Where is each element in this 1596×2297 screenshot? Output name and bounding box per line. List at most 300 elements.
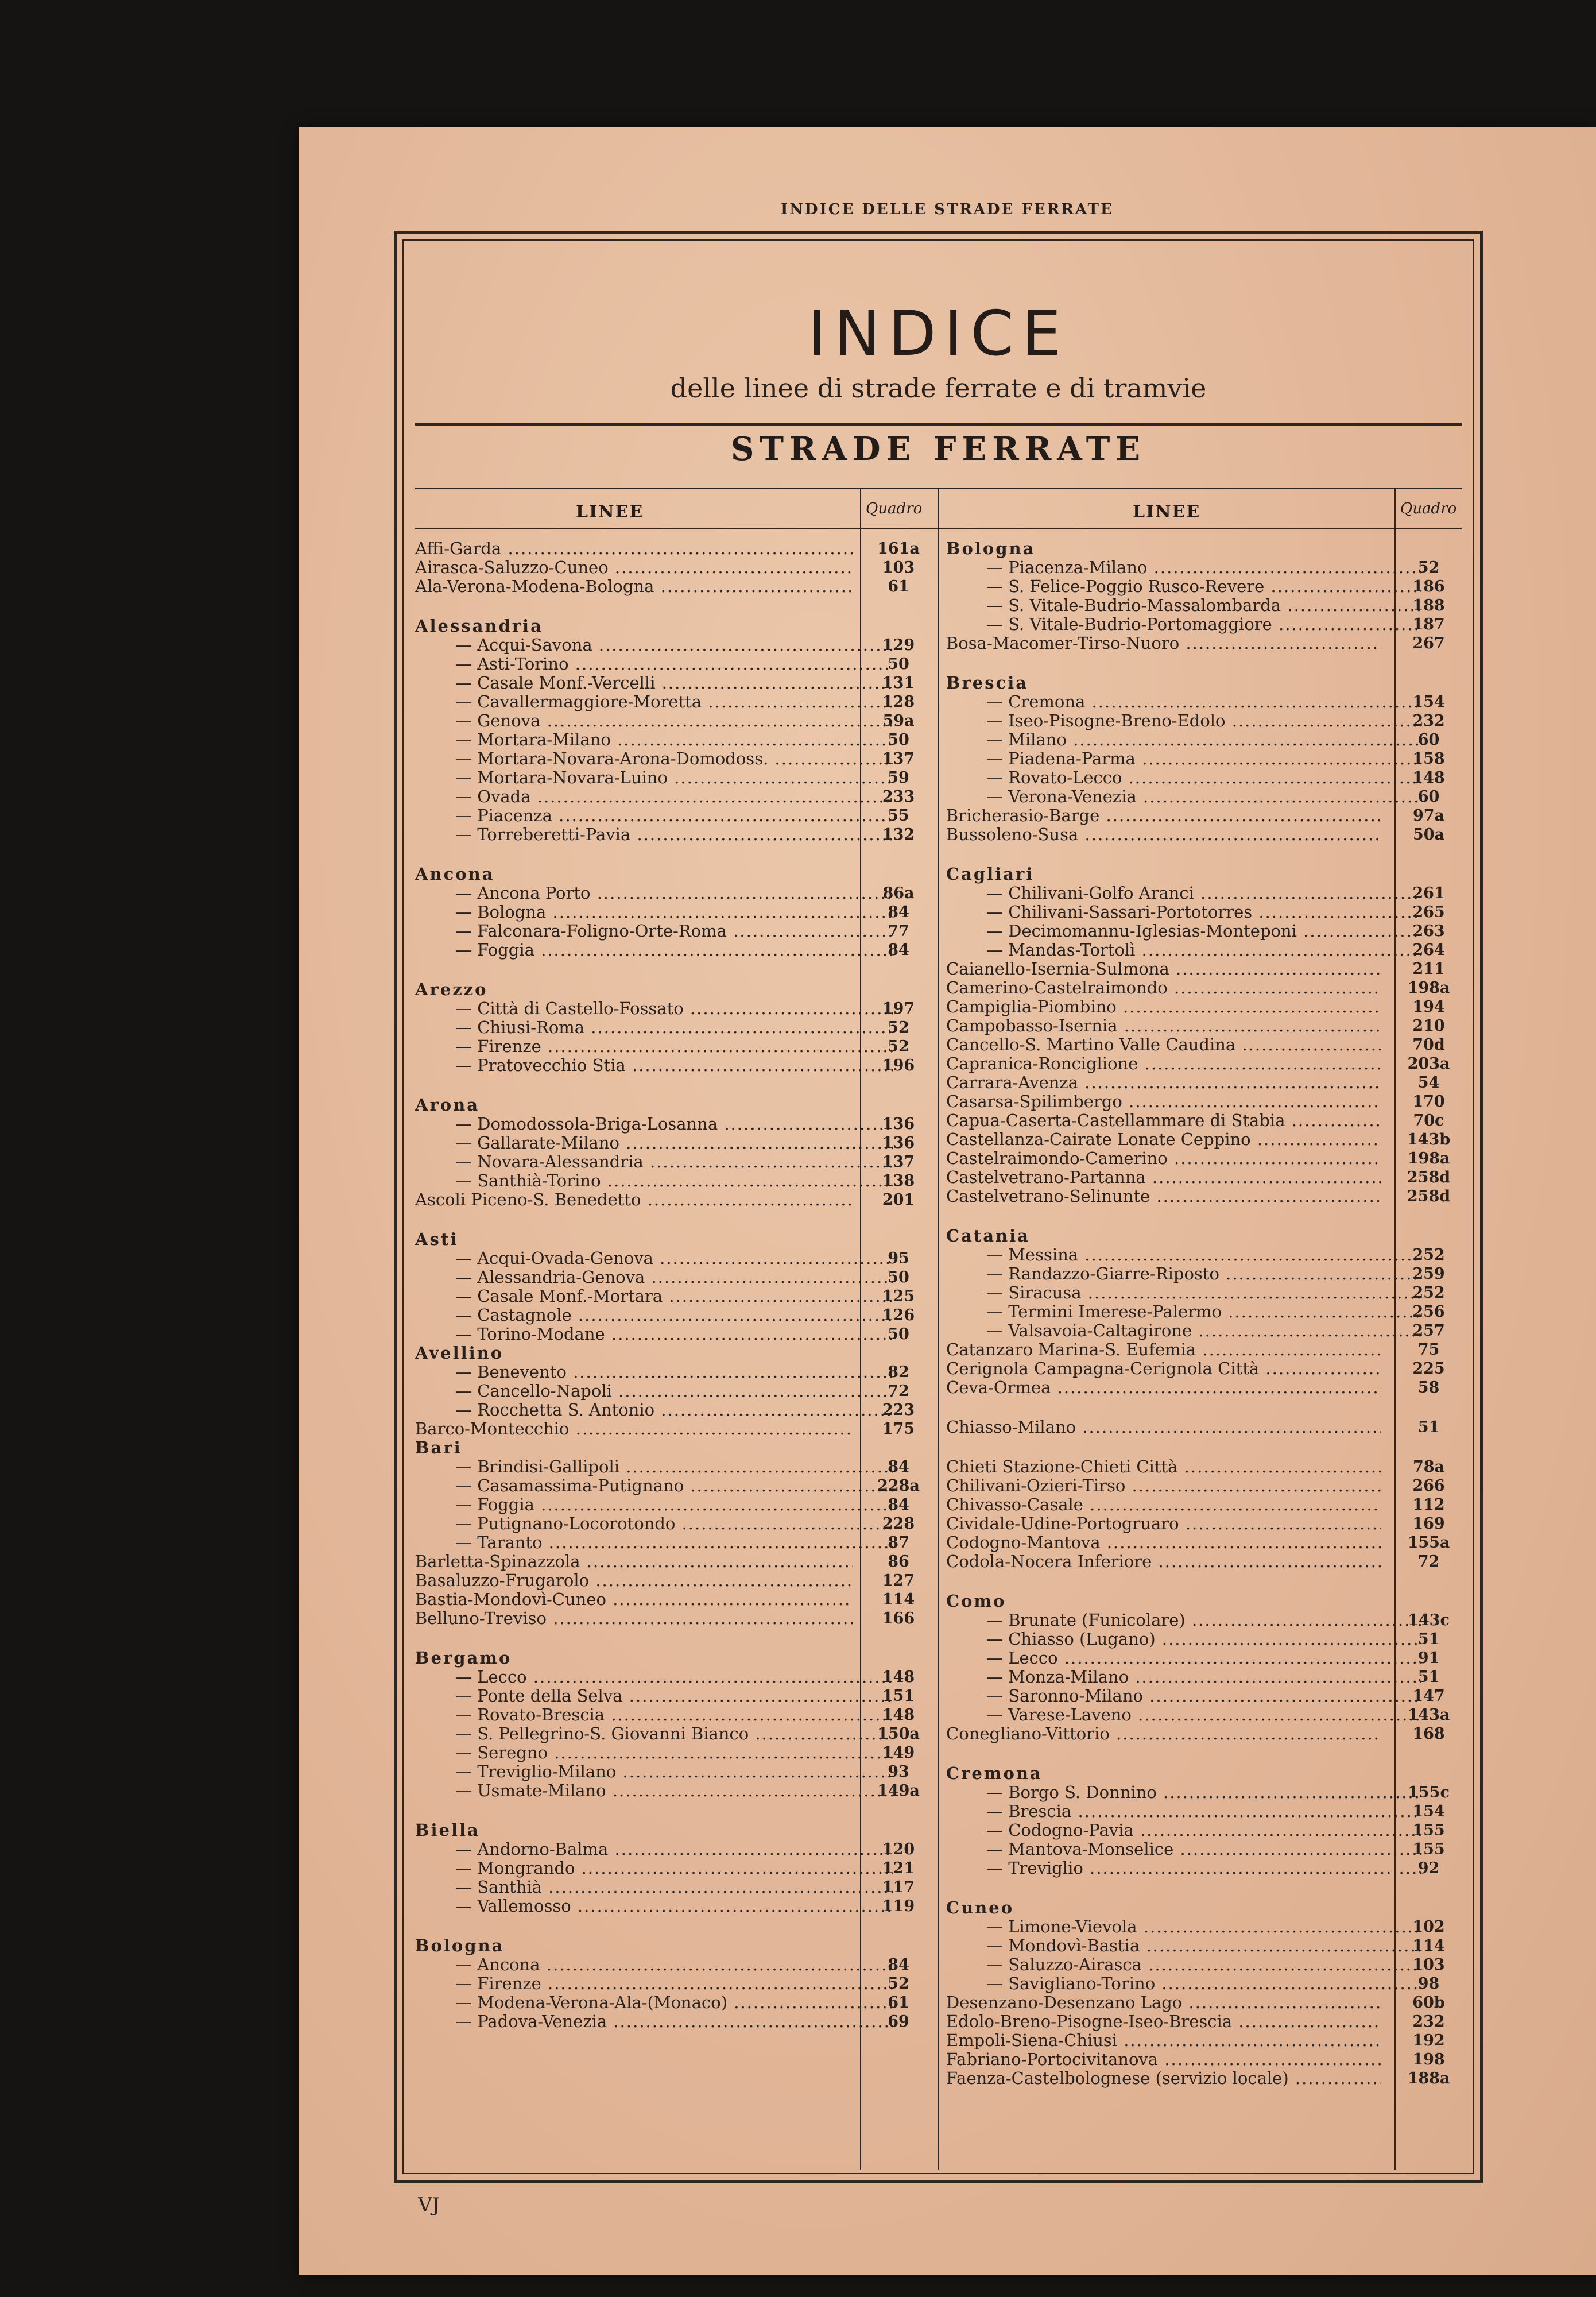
- index-entry: [946, 941, 1469, 960]
- index-entry: [946, 1378, 1469, 1397]
- line-name: Chieti Stazione-Chieti Città .....: [946, 1457, 1381, 1476]
- index-group-heading: [415, 1821, 943, 1840]
- quadro-number: 51: [1417, 1630, 1440, 1648]
- line-name: — Torreberetti-Pavia .....: [415, 825, 893, 844]
- group-name: Avellino: [415, 1344, 504, 1363]
- spacer: [946, 1878, 1469, 1898]
- quadro-number: 121: [882, 1859, 915, 1877]
- quadro-number: 72: [1417, 1553, 1440, 1571]
- quadro-number: 132: [882, 826, 915, 844]
- index-entry: [946, 577, 1469, 596]
- index-entry: [946, 787, 1469, 806]
- index-entry: [415, 1993, 943, 2012]
- quadro-number: 82: [888, 1363, 909, 1381]
- index-group-heading: [946, 674, 1469, 693]
- index-entry: [946, 1283, 1469, 1302]
- index-group-heading: [415, 617, 943, 636]
- quadro-number: 148: [882, 1668, 915, 1686]
- group-name: Cuneo: [946, 1898, 1014, 1917]
- quadro-number: 188: [1412, 597, 1445, 614]
- index-entry: [415, 1724, 943, 1743]
- index-entry: [415, 1420, 943, 1438]
- index-entry: [415, 577, 943, 596]
- line-name: Affi-Garda .....: [415, 539, 853, 558]
- index-group-heading: [415, 1096, 943, 1115]
- line-name: — Siracusa .....: [946, 1283, 1421, 1302]
- line-name: Caianello-Isernia-Sulmona .....: [946, 960, 1381, 979]
- quadro-number: 263: [1412, 922, 1445, 940]
- line-name: — Mandas-Tortolì .....: [946, 941, 1421, 960]
- quadro-number: 211: [1412, 960, 1445, 978]
- line-name: — Benevento .....: [415, 1363, 893, 1382]
- line-name: — Bologna .....: [415, 903, 893, 922]
- quadro-number: 93: [888, 1763, 909, 1781]
- index-entry: [946, 711, 1469, 730]
- line-name: — Putignano-Locorotondo .....: [415, 1514, 893, 1533]
- index-group-heading: [946, 1898, 1469, 1917]
- group-name: Arezzo: [415, 980, 488, 999]
- index-entry: [415, 711, 943, 730]
- index-entry: [415, 1325, 943, 1344]
- line-name: — Borgo S. Donnino .....: [946, 1783, 1421, 1802]
- right-column-header: LINEE: [1133, 502, 1201, 522]
- line-name: — Alessandria-Genova .....: [415, 1268, 893, 1287]
- index-entry: [415, 1457, 943, 1476]
- index-entry: [946, 1111, 1469, 1130]
- spacer: [415, 1628, 943, 1649]
- quadro-number: 257: [1412, 1322, 1445, 1340]
- line-name: — Santhià .....: [415, 1878, 893, 1897]
- quadro-number: 91: [1417, 1649, 1440, 1667]
- right-quadro-header: Quadro: [1400, 500, 1457, 517]
- line-name: — Decimomannu-Iglesias-Monteponi .....: [946, 922, 1421, 941]
- quadro-number: 148: [1412, 769, 1445, 787]
- quadro-number: 60: [1417, 788, 1440, 806]
- line-name: — Taranto .....: [415, 1533, 893, 1552]
- index-group-heading: [946, 1592, 1469, 1611]
- line-name: Bussoleno-Susa .....: [946, 825, 1381, 844]
- line-name: — Acqui-Ovada-Genova .....: [415, 1249, 893, 1268]
- quadro-number: 51: [1417, 1418, 1440, 1436]
- line-name: — Mortara-Novara-Arona-Domodoss. .....: [415, 749, 893, 768]
- quadro-number: 194: [1412, 998, 1445, 1016]
- group-name: Brescia: [946, 674, 1029, 693]
- quadro-number: 60b: [1412, 1994, 1445, 2012]
- index-group-heading: [946, 1227, 1469, 1246]
- index-group-heading: [415, 1649, 943, 1668]
- quadro-number: 261: [1412, 884, 1445, 902]
- spacer: [415, 1916, 943, 1936]
- line-name: Castelraimondo-Camerino .....: [946, 1149, 1381, 1168]
- quadro-number: 225: [1412, 1360, 1445, 1378]
- index-entry: [415, 768, 943, 787]
- line-name: — Mortara-Milano .....: [415, 730, 893, 749]
- group-name: Bari: [415, 1438, 462, 1457]
- group-name: Cremona: [946, 1764, 1043, 1783]
- index-entry: [415, 1056, 943, 1075]
- line-name: — Savigliano-Torino .....: [946, 1974, 1421, 1993]
- index-entry: [415, 1955, 943, 1974]
- quadro-number: 201: [882, 1191, 915, 1209]
- index-entry: [946, 903, 1469, 922]
- line-name: — Saluzzo-Airasca .....: [946, 1955, 1421, 1974]
- line-name: — Saronno-Milano .....: [946, 1687, 1421, 1706]
- quadro-number: 149: [882, 1744, 915, 1762]
- index-entry: [415, 1552, 943, 1571]
- index-entry: [415, 539, 943, 558]
- line-name: — Città di Castello-Fossato .....: [415, 999, 893, 1018]
- quadro-number: 102: [1412, 1918, 1445, 1936]
- index-entry: [415, 1706, 943, 1724]
- quadro-number: 120: [882, 1840, 915, 1858]
- line-name: — Brunate (Funicolare) .....: [946, 1611, 1421, 1630]
- quadro-number: 265: [1412, 903, 1445, 921]
- quadro-number: 155: [1412, 1822, 1445, 1839]
- quadro-number: 137: [882, 1153, 915, 1171]
- quadro-number: 60: [1417, 731, 1440, 749]
- quadro-number: 126: [882, 1306, 915, 1324]
- line-name: — Milano .....: [946, 730, 1421, 749]
- line-name: — S. Felice-Poggio Rusco-Revere .....: [946, 577, 1421, 596]
- index-entry: [415, 1115, 943, 1134]
- line-name: Camerino-Castelraimondo .....: [946, 979, 1381, 997]
- index-entry: [946, 1457, 1469, 1476]
- line-name: Chilivani-Ozieri-Tirso .....: [946, 1476, 1381, 1495]
- index-group-heading: [946, 1764, 1469, 1783]
- line-name: — Casale Monf.-Vercelli .....: [415, 674, 893, 693]
- quadro-number: 258d: [1407, 1188, 1451, 1205]
- index-group-heading: [415, 1936, 943, 1955]
- line-name: — Valsavoia-Caltagirone .....: [946, 1321, 1421, 1340]
- line-name: Codogno-Mantova .....: [946, 1533, 1381, 1552]
- line-name: — Casamassima-Putignano .....: [415, 1476, 893, 1495]
- index-entry: [946, 922, 1469, 941]
- quadro-number: 114: [1412, 1937, 1445, 1955]
- quadro-number: 136: [882, 1115, 915, 1133]
- quadro-number: 155: [1412, 1840, 1445, 1858]
- index-entry: [946, 1302, 1469, 1321]
- index-entry: [946, 1974, 1469, 1993]
- group-name: Cagliari: [946, 865, 1035, 884]
- spacer: [415, 1075, 943, 1096]
- line-name: — Randazzo-Giarre-Riposto .....: [946, 1264, 1421, 1283]
- index-entry: [415, 884, 943, 903]
- index-entry: [946, 806, 1469, 825]
- index-group-heading: [415, 1230, 943, 1249]
- book-page: [299, 127, 1596, 2275]
- quadro-number: 210: [1412, 1017, 1445, 1035]
- index-entry: [946, 2012, 1469, 2031]
- index-entry: [415, 1878, 943, 1897]
- line-name: — Chilivani-Golfo Aranci .....: [946, 884, 1421, 903]
- line-name: Bricherasio-Barge .....: [946, 806, 1381, 825]
- index-entry: [415, 1514, 943, 1533]
- line-name: Empoli-Siena-Chiusi .....: [946, 2031, 1381, 2050]
- line-name: Carrara-Avenza .....: [946, 1073, 1381, 1092]
- line-name: — Piadena-Parma .....: [946, 749, 1421, 768]
- quadro-number: 149a: [877, 1782, 920, 1800]
- index-group-heading: [415, 865, 943, 884]
- index-entry: [415, 636, 943, 655]
- index-group-heading: [946, 539, 1469, 558]
- index-entry: [415, 1687, 943, 1706]
- index-entry: [946, 2069, 1469, 2088]
- line-name: — S. Vitale-Budrio-Portomaggiore .....: [946, 615, 1421, 634]
- left-index-column: [415, 539, 943, 2031]
- quadro-number: 158: [1412, 750, 1445, 768]
- quadro-number: 198a: [1407, 1150, 1450, 1167]
- group-name: Bergamo: [415, 1649, 512, 1668]
- index-entry: [415, 1781, 943, 1800]
- spacer: [415, 844, 943, 865]
- line-name: Desenzano-Desenzano Lago .....: [946, 1993, 1381, 2012]
- index-entry: [415, 1287, 943, 1306]
- line-name: — Brindisi-Gallipoli .....: [415, 1457, 893, 1476]
- line-name: — Cavallermaggiore-Moretta .....: [415, 693, 893, 711]
- quadro-number: 264: [1412, 941, 1445, 959]
- quadro-number: 259: [1412, 1265, 1445, 1283]
- quadro-number: 84: [888, 941, 909, 959]
- quadro-number: 252: [1412, 1246, 1445, 1264]
- quadro-number: 59: [888, 769, 909, 787]
- index-group-heading: [946, 865, 1469, 884]
- line-name: Ceva-Ormea .....: [946, 1378, 1381, 1397]
- index-entry: [946, 1630, 1469, 1649]
- line-name: Airasca-Saluzzo-Cuneo .....: [415, 558, 853, 577]
- quadro-number: 119: [882, 1897, 915, 1915]
- line-name: — Falconara-Foligno-Orte-Roma .....: [415, 922, 893, 941]
- spacer: [415, 596, 943, 617]
- quadro-number: 50: [888, 731, 909, 749]
- index-entry: [946, 1955, 1469, 1974]
- line-name: — Chiusi-Roma .....: [415, 1018, 893, 1037]
- line-name: — Codogno-Pavia .....: [946, 1821, 1421, 1840]
- line-name: — Varese-Laveno .....: [946, 1706, 1421, 1724]
- index-entry: [415, 1018, 943, 1037]
- index-entry: [946, 1840, 1469, 1859]
- quadro-number: 198: [1412, 2051, 1445, 2068]
- quadro-number: 232: [1412, 2013, 1445, 2031]
- quadro-number: 112: [1412, 1496, 1445, 1514]
- index-entry: [415, 903, 943, 922]
- quadro-number: 188a: [1407, 2070, 1450, 2087]
- line-name: Conegliano-Vittorio .....: [946, 1724, 1381, 1743]
- line-name: Barco-Montecchio .....: [415, 1420, 853, 1438]
- quadro-number: 143b: [1407, 1131, 1451, 1148]
- line-name: — Cancello-Napoli .....: [415, 1382, 893, 1401]
- index-entry: [415, 1249, 943, 1268]
- quadro-number: 138: [882, 1172, 915, 1190]
- line-name: Catanzaro Marina-S. Eufemia .....: [946, 1340, 1381, 1359]
- index-entry: [946, 1687, 1469, 1706]
- index-entry: [946, 634, 1469, 653]
- index-entry: [415, 1840, 943, 1859]
- quadro-number: 203a: [1407, 1055, 1450, 1073]
- group-name: Catania: [946, 1227, 1030, 1246]
- index-entry: [946, 693, 1469, 711]
- line-name: — Rovato-Brescia .....: [415, 1706, 893, 1724]
- quadro-number: 154: [1412, 1803, 1445, 1820]
- index-entry: [946, 1092, 1469, 1111]
- index-entry: [415, 1533, 943, 1552]
- line-name: Chivasso-Casale .....: [946, 1495, 1381, 1514]
- line-name: — Modena-Verona-Ala-(Monaco) .....: [415, 1993, 893, 2012]
- quadro-number: 52: [888, 1975, 909, 1993]
- index-entry: [415, 674, 943, 693]
- quadro-number: 87: [888, 1534, 909, 1552]
- line-name: — Mondovì-Bastia .....: [946, 1936, 1421, 1955]
- quadro-number: 198a: [1407, 979, 1450, 997]
- group-name: Biella: [415, 1821, 480, 1840]
- spacer: [415, 1800, 943, 1821]
- page-subtitle: delle linee di strade ferrate e di tramvie: [670, 373, 1207, 404]
- quadro-number: 84: [888, 1458, 909, 1476]
- index-entry: [415, 1609, 943, 1628]
- spacer: [946, 1397, 1469, 1418]
- index-entry: [946, 1264, 1469, 1283]
- quadro-number: 155c: [1408, 1784, 1450, 1801]
- spacer: [946, 653, 1469, 674]
- line-name: Fabriano-Portocivitanova .....: [946, 2050, 1381, 2069]
- quadro-number: 97a: [1412, 807, 1445, 825]
- quadro-number: 70d: [1412, 1036, 1445, 1054]
- quadro-number: 86a: [882, 884, 915, 902]
- line-name: Cancello-S. Martino Valle Caudina .....: [946, 1035, 1381, 1054]
- index-entry: [946, 730, 1469, 749]
- quadro-number: 169: [1412, 1515, 1445, 1533]
- line-name: — Usmate-Milano .....: [415, 1781, 893, 1800]
- line-name: — Treviglio-Milano .....: [415, 1762, 893, 1781]
- quadro-number: 84: [888, 1956, 909, 1974]
- index-entry: [946, 2031, 1469, 2050]
- line-name: Cerignola Campagna-Cerignola Città .....: [946, 1359, 1381, 1378]
- line-name: — Termini Imerese-Palermo .....: [946, 1302, 1421, 1321]
- quadro-number: 69: [888, 2013, 909, 2031]
- quadro-number: 147: [1412, 1687, 1445, 1705]
- quadro-number: 154: [1412, 693, 1445, 711]
- quadro-number: 86: [888, 1553, 909, 1571]
- quadro-number: 223: [882, 1401, 915, 1419]
- quadro-number: 125: [882, 1287, 915, 1305]
- index-entry: [415, 1401, 943, 1420]
- spacer: [946, 844, 1469, 865]
- line-name: — Chilivani-Sassari-Portotorres .....: [946, 903, 1421, 922]
- quadro-number: 58: [1417, 1379, 1440, 1397]
- line-name: Bosa-Macomer-Tirso-Nuoro .....: [946, 634, 1381, 653]
- line-name: — Firenze .....: [415, 1037, 893, 1056]
- quadro-number: 61: [888, 1994, 909, 2012]
- quadro-number: 55: [888, 807, 909, 825]
- line-name: — Asti-Torino .....: [415, 655, 893, 674]
- index-entry: [946, 1649, 1469, 1668]
- index-entry: [946, 1917, 1469, 1936]
- line-name: Ascoli Piceno-S. Benedetto .....: [415, 1190, 853, 1209]
- index-entry: [415, 749, 943, 768]
- quadro-number: 128: [882, 693, 915, 711]
- quadro-number: 168: [1412, 1725, 1445, 1743]
- quadro-number: 155a: [1407, 1534, 1450, 1552]
- quadro-number: 137: [882, 750, 915, 768]
- line-name: — Ovada .....: [415, 787, 893, 806]
- index-entry: [415, 1134, 943, 1153]
- quadro-number: 50: [888, 1269, 909, 1286]
- quadro-number: 50: [888, 655, 909, 673]
- line-name: — Foggia .....: [415, 1495, 893, 1514]
- line-name: Cividale-Udine-Portogruaro .....: [946, 1514, 1381, 1533]
- line-name: — Seregno .....: [415, 1743, 893, 1762]
- line-name: — Foggia .....: [415, 941, 893, 960]
- index-entry: [946, 1859, 1469, 1878]
- index-entry: [415, 1363, 943, 1382]
- index-entry: [946, 1993, 1469, 2012]
- line-name: — Rovato-Lecco .....: [946, 768, 1421, 787]
- index-entry: [946, 1552, 1469, 1571]
- left-quadro-header: Quadro: [866, 500, 923, 517]
- line-name: — S. Pellegrino-S. Giovanni Bianco .....: [415, 1724, 893, 1743]
- quadro-number: 258d: [1407, 1169, 1451, 1186]
- index-entry: [946, 1706, 1469, 1724]
- line-name: Casarsa-Spilimbergo .....: [946, 1092, 1381, 1111]
- index-entry: [946, 1821, 1469, 1840]
- index-entry: [946, 749, 1469, 768]
- index-frame: [394, 231, 1483, 2183]
- line-name: — Messina .....: [946, 1246, 1421, 1264]
- index-group-heading: [415, 1438, 943, 1457]
- index-entry: [946, 1340, 1469, 1359]
- index-group-heading: [415, 1344, 943, 1363]
- index-entry: [415, 1268, 943, 1287]
- spacer: [415, 1209, 943, 1230]
- line-name: — Domodossola-Briga-Losanna .....: [415, 1115, 893, 1134]
- quadro-number: 114: [882, 1591, 915, 1608]
- quadro-number: 143a: [1407, 1706, 1450, 1724]
- line-name: — Genova .....: [415, 711, 893, 730]
- index-entry: [946, 1016, 1469, 1035]
- quadro-number: 92: [1417, 1859, 1440, 1877]
- index-entry: [946, 1611, 1469, 1630]
- quadro-number: 175: [882, 1420, 915, 1438]
- index-entry: [946, 1802, 1469, 1821]
- quadro-number: 103: [1412, 1956, 1445, 1974]
- index-entry: [415, 693, 943, 711]
- index-entry: [946, 1187, 1469, 1206]
- quadro-number: 170: [1412, 1093, 1445, 1111]
- line-name: Campiglia-Piombino .....: [946, 997, 1381, 1016]
- line-name: — Casale Monf.-Mortara .....: [415, 1287, 893, 1306]
- group-name: Arona: [415, 1096, 479, 1115]
- index-entry: [415, 1037, 943, 1056]
- quadro-number: 84: [888, 1496, 909, 1514]
- line-name: — Padova-Venezia .....: [415, 2012, 893, 2031]
- index-entry: [946, 596, 1469, 615]
- quadro-number: 75: [1417, 1341, 1440, 1359]
- quadro-number: 98: [1417, 1975, 1440, 1993]
- quadro-number: 54: [1417, 1074, 1440, 1092]
- spacer: [946, 1743, 1469, 1764]
- index-entry: [415, 1495, 943, 1514]
- line-name: — Mongrando .....: [415, 1859, 893, 1878]
- spacer: [946, 1206, 1469, 1227]
- quadro-number: 233: [882, 788, 915, 806]
- index-entry: [415, 806, 943, 825]
- index-entry: [946, 884, 1469, 903]
- quadro-number: 84: [888, 903, 909, 921]
- index-entry: [415, 1571, 943, 1590]
- index-entry: [946, 1783, 1469, 1802]
- index-entry: [415, 999, 943, 1018]
- line-name: Capua-Caserta-Castellammare di Stabia .....: [946, 1111, 1381, 1130]
- index-entry: [415, 1762, 943, 1781]
